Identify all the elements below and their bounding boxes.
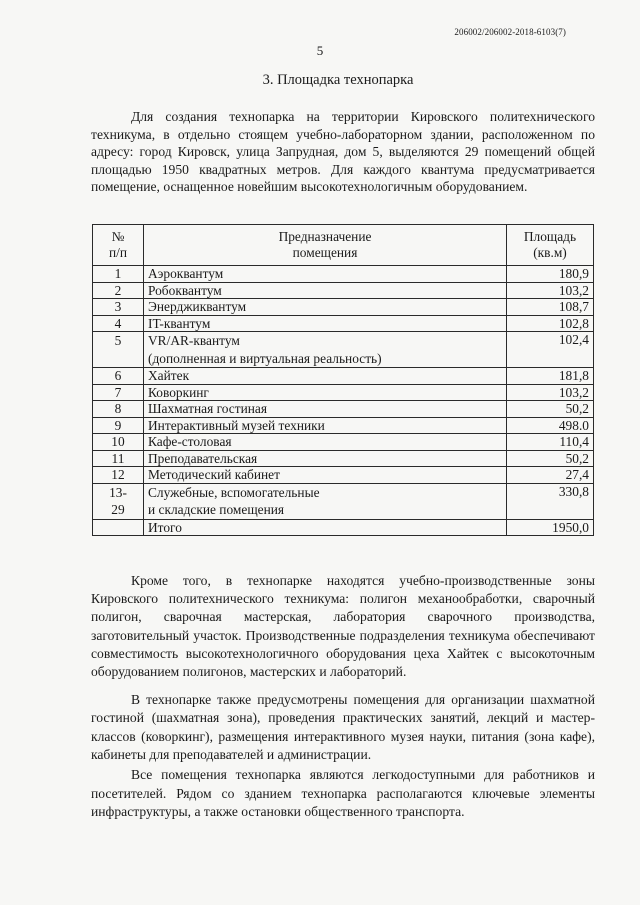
header-area: Площадь (кв.м) bbox=[507, 225, 594, 266]
header-num: № п/п bbox=[93, 225, 144, 266]
room-purpose: Аэроквантум bbox=[144, 266, 507, 283]
paragraph-accessibility: Все помещения технопарка являются легкодоступными для работников и посетителей. Рядом со зданием технопарка располагаются ключевые элементы инфраструктуры, а также остановки общественного транспорта. bbox=[91, 767, 595, 820]
row-number: 5 bbox=[93, 332, 144, 368]
room-purpose: Преподавательская bbox=[144, 450, 507, 467]
row-number: 10 bbox=[93, 434, 144, 451]
row-number: 4 bbox=[93, 315, 144, 332]
room-purpose: Энерджиквантум bbox=[144, 299, 507, 316]
room-purpose: Служебные, вспомогательные и складские помещения bbox=[144, 483, 507, 519]
room-purpose: Хайтек bbox=[144, 368, 507, 385]
room-area: 180,9 bbox=[507, 266, 594, 283]
room-purpose: Шахматная гостиная bbox=[144, 401, 507, 418]
room-area: 102,8 bbox=[507, 315, 594, 332]
room-area: 181,8 bbox=[507, 368, 594, 385]
row-number: 12 bbox=[93, 467, 144, 484]
room-area: 108,7 bbox=[507, 299, 594, 316]
room-area: 110,4 bbox=[507, 434, 594, 451]
table-row bbox=[93, 315, 594, 332]
table-row bbox=[93, 368, 594, 385]
room-purpose: IT-квантум bbox=[144, 315, 507, 332]
room-purpose: Кафе-столовая bbox=[144, 434, 507, 451]
row-number: 9 bbox=[93, 417, 144, 434]
room-purpose: VR/AR-квантум (дополненная и виртуальная реальность) bbox=[144, 332, 507, 368]
table-header-row bbox=[93, 225, 594, 266]
table-row bbox=[93, 450, 594, 467]
room-area: 27,4 bbox=[507, 467, 594, 484]
room-area: 102,4 bbox=[507, 332, 594, 368]
table-row bbox=[93, 417, 594, 434]
table-row bbox=[93, 332, 594, 368]
room-purpose: Интерактивный музей техники bbox=[144, 417, 507, 434]
room-purpose: Методический кабинет bbox=[144, 467, 507, 484]
room-area: 50,2 bbox=[507, 450, 594, 467]
room-purpose: Коворкинг bbox=[144, 384, 507, 401]
row-number: 11 bbox=[93, 450, 144, 467]
row-number: 1 bbox=[93, 266, 144, 283]
table-row bbox=[93, 401, 594, 418]
row-number: 7 bbox=[93, 384, 144, 401]
row-number: 8 bbox=[93, 401, 144, 418]
table-row bbox=[93, 384, 594, 401]
table-row bbox=[93, 299, 594, 316]
page-number: 5 bbox=[316, 43, 324, 58]
table-row bbox=[93, 467, 594, 484]
row-number: 6 bbox=[93, 368, 144, 385]
total-label: Итого bbox=[144, 519, 507, 536]
intro-paragraph: Для создания технопарка на территории Кировского политехнического техникума, в отдельно стоящем учебно-лабораторном здании, расположенном по адресу: город Кировск, улица Запрудная, дом 5, выделяются 29 помещений общей площадью 1950 квадратных метров. Для каждого квантума предусматривается помещение, оснащенное новейшим высокотехнологичным оборудованием. bbox=[91, 109, 595, 195]
rooms-table bbox=[92, 224, 594, 536]
room-area: 498.0 bbox=[507, 417, 594, 434]
paragraph-rooms-purpose: В технопарке также предусмотрены помещения для организации шахматной гостиной (шахматная зона), проведения практических занятий, лекций и мастер-классов (коворкинг), размещения интерактивного музея науки, питания (зона кафе), кабинеты для преподавателей и администрации. bbox=[91, 692, 595, 763]
document-id: 206002/206002-2018-6103(7) bbox=[454, 27, 566, 37]
section-title: 3. Площадка технопарка bbox=[262, 72, 414, 88]
room-area: 103,2 bbox=[507, 384, 594, 401]
table-row bbox=[93, 483, 594, 519]
paragraph-production-zones: Кроме того, в технопарке находятся учебно-производственные зоны Кировского политехнического техникума: полигон механообработки, сварочный полигон, сварочная мастерская, лаборатория сварочного производства, заготовительный участок. Производственные подразделения техникума обеспечивают совместимость высокотехнологичного оборудования цеха Хайтек с высокоточным оборудованием полигонов, мастерских и лабораторий. bbox=[91, 573, 595, 680]
row-number: 3 bbox=[93, 299, 144, 316]
table-row bbox=[93, 434, 594, 451]
room-purpose: Робоквантум bbox=[144, 282, 507, 299]
header-purpose: Предназначение помещения bbox=[144, 225, 507, 266]
table-total-row bbox=[93, 519, 594, 536]
table-row bbox=[93, 282, 594, 299]
room-area: 103,2 bbox=[507, 282, 594, 299]
total-num-cell bbox=[93, 519, 144, 536]
row-number: 2 bbox=[93, 282, 144, 299]
room-area: 50,2 bbox=[507, 401, 594, 418]
table-row bbox=[93, 266, 594, 283]
row-number: 13- 29 bbox=[93, 483, 144, 519]
room-area: 330,8 bbox=[507, 483, 594, 519]
total-area: 1950,0 bbox=[507, 519, 594, 536]
